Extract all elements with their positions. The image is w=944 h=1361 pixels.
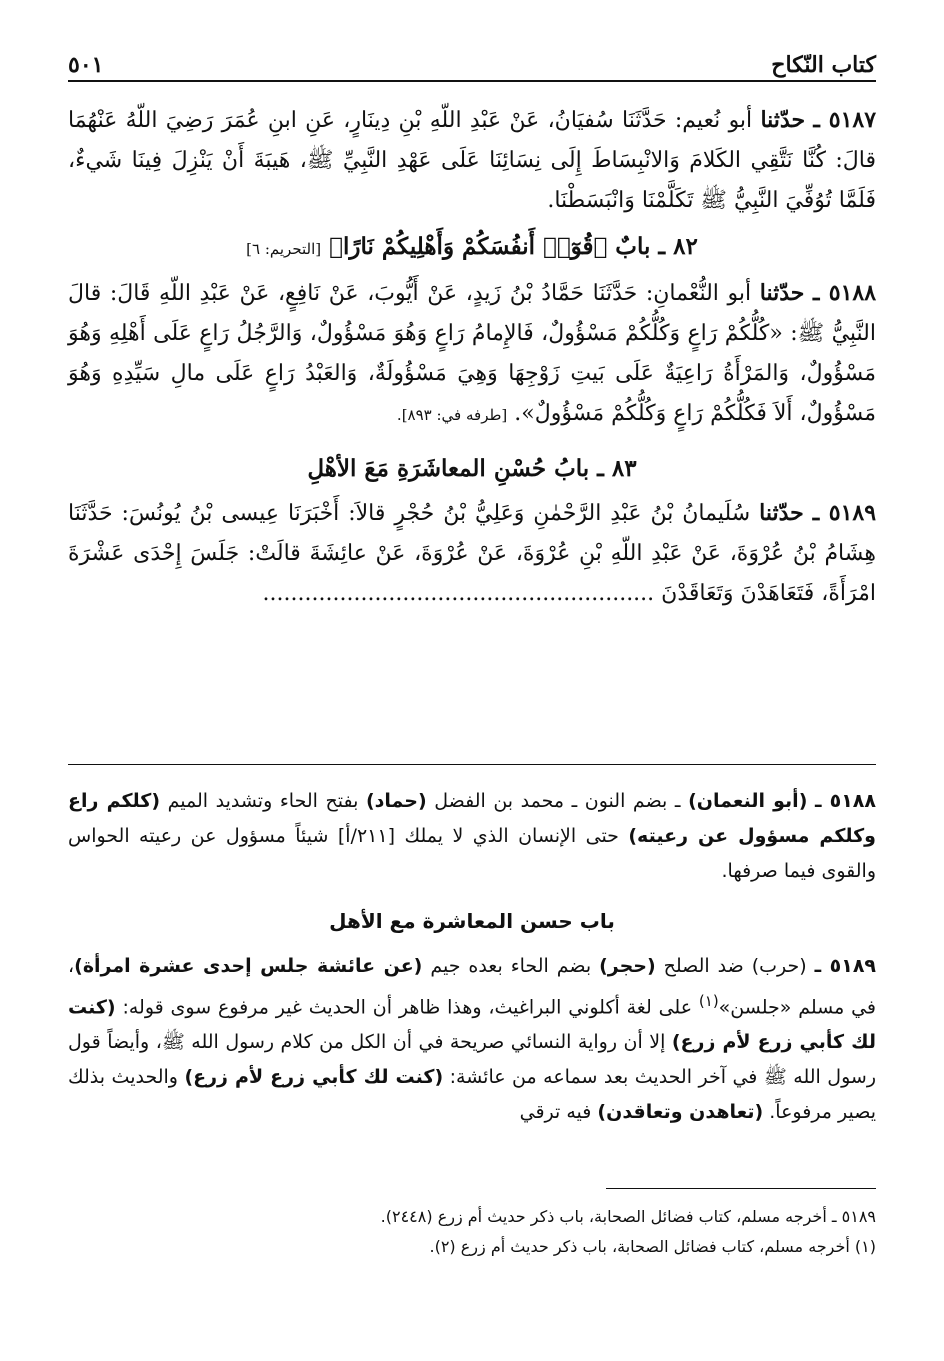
bold-term: (كنت لك كأبي زرع لأم زرع) <box>184 1066 444 1089</box>
footnote-divider <box>606 1188 876 1189</box>
commentary-text: حتى الإنسان الذي لا يملك [٢١١/أ] شيئاً مسؤول عن رعيته الحواس والقوى فيما صرفها. <box>68 825 876 882</box>
commentary-text: والحديث بذلك يصير مرفوعاً. <box>68 1066 876 1124</box>
chapter-heading-82 <box>68 227 876 269</box>
page-number: ٥٠١ <box>68 52 104 78</box>
hadith-body: أبو النُّعْمانِ: حَدَّثَنَا حَمَّادُ بْنُ زَيدٍ، عَنْ أَيُّوبَ، عَنْ نَافِعٍ، عَنْ عَبْدِ اللّهِ قَالَ: قالَ النَّبِيُّ ﷺ: «كُلُّكُمْ رَاعٍ وَكُلُّكُمْ مَسْؤُولٌ، فَالإِمامُ رَاعٍ وَهُوَ مَسْؤُولٌ، وَالرَّجُلُ رَاعٍ عَلَى أَهْلِهِ وَهُوَ مَسْؤُولٌ، وَالمَرْأَةُ رَاعِيَةٌ عَلَى بَيتِ زَوْجِهَا وَهِيَ مَسْؤُولَةٌ، وَالعَبْدُ رَاعٍ عَلَى مالِ سَيِّدِهِ وَهُوَ مَسْؤُولٌ، أَلاَ فَكُلُّكُمْ رَاعٍ وَكُلُّكُمْ مَسْؤُولٌ». <box>68 281 876 426</box>
hadith-lead: حدّثنا <box>759 500 804 526</box>
bold-term: (كنت لك كأبي زرع لأم زرع) <box>68 996 876 1054</box>
bold-term: (كلكم راع وكلكم مسؤول عن رعيته) <box>68 790 876 847</box>
commentary-chapter-heading: باب حسن المعاشرة مع الأهل <box>329 909 615 933</box>
commentary-text: إلا أن رواية النسائي صريحة في أن الكل من كلام رسول الله ﷺ، وأيضاً قول رسول الله ﷺ في آخر الحديث بعد سماعه من عائشة: <box>68 1031 877 1089</box>
page-header <box>68 38 876 82</box>
bold-term: (حجر) <box>599 955 656 977</box>
commentary-text: (حرب) ضد الصلح <box>663 955 807 977</box>
commentary-text: على لغة أكلوني البراغيث، وهذا ظاهر أن الحديث غير مرفوع سوى قوله: <box>122 996 693 1019</box>
commentary-text: ـ بضم النون ـ محمد بن الفضل <box>434 790 681 812</box>
commentary-5189 <box>68 949 876 1130</box>
bold-term: (أبو النعمان) <box>688 790 808 812</box>
commentary-number: ٥١٨٨ ـ <box>814 790 876 812</box>
hadith-body: سُلَيمانُ بْنُ عَبْدِ الرَّحْمٰنِ وَعَلِيُّ بْنُ حُجْرٍ قالاَ: أَخْبَرَنَا عِيسى بْنُ يُونُسَ: حَدَّثَنَا هِشَامُ بْنُ عُرْوَةَ، عَنْ عَبْدِ اللّهِ بْنِ عُرْوَةَ، عَنْ عُرْوَةَ، عَنْ عائِشَةَ قالَتْ: جَلَسَ إِحْدَى عَشْرَةَ امْرَأَةً، فَتَعَاهَدْنَ وَتَعَاقَدْنَ <box>68 501 876 606</box>
commentary-5188 <box>68 784 876 889</box>
chapter-title: ٨٢ ـ بابٌ ﴿قُوٓا۟ أَنفُسَكُمْ وَأَهْلِيكُمْ نَارًا﴾ <box>329 233 698 260</box>
cross-reference: [طرفه في: ٨٩٣]. <box>396 406 508 424</box>
hadith-5187 <box>68 100 876 221</box>
quran-reference: [التحريم: ٦] <box>246 240 322 258</box>
footnote-marker[interactable]: (١) <box>698 992 719 1010</box>
commentary-text: بفتح الحاء وتشديد الميم <box>167 790 359 812</box>
hadith-text <box>68 100 876 614</box>
hadith-number: ٥١٨٧ ـ <box>813 107 877 133</box>
commentary-section <box>68 784 876 1130</box>
bold-term: (عن عائشة جلس إحدى عشرة امرأة) <box>74 955 423 977</box>
chapter-heading-83 <box>68 449 876 489</box>
footnote-item: ٥١٨٩ ـ أخرجه مسلم، كتاب فضائل الصحابة، باب ذكر حديث أم زرع (٢٤٤٨). <box>380 1207 876 1226</box>
commentary-number: ٥١٨٩ ـ <box>814 955 877 977</box>
hadith-body: أبو نُعيم: حَدَّثَنَا سُفيَانُ، عَنْ عَبْدِ اللّهِ بْنِ دِينَارٍ، عَنِ ابنِ عُمَرَ رَضِيَ اللّهُ عَنْهُمَا قالَ: كُنَّا نَتَّقِي الكَلامَ وَالانْبِسَاطَ إِلَى نِسَائِنَا عَلَى عَهْدِ النَّبِيِّ ﷺ، هَيبَةَ أَنْ يَنْزِلَ فِينَا شَيءٌ، فَلَمَّا تُوُفِّيَ النَّبِيُّ ﷺ تَكَلَّمْنَا وَانْبَسَطْنَا. <box>68 108 876 213</box>
commentary-text: بضم الحاء بعده جيم <box>430 955 592 977</box>
bold-term: (تعاهدن وتعاقدن) <box>597 1101 764 1124</box>
hadith-5188 <box>68 273 876 435</box>
section-divider <box>68 764 876 765</box>
hadith-number: ٥١٨٩ ـ <box>812 500 877 526</box>
book-title: كتاب النّكاح <box>771 52 876 78</box>
hadith-5189 <box>68 493 876 614</box>
hadith-lead: حدّثنا <box>760 107 806 133</box>
hadith-number: ٥١٨٨ ـ <box>813 280 877 306</box>
footnote-item: (١) أخرجه مسلم، كتاب فضائل الصحابة، باب ذكر حديث أم زرع (٢). <box>429 1237 876 1256</box>
commentary-text: فيه ترقي <box>519 1101 592 1124</box>
footnotes <box>68 1202 876 1262</box>
commentary-text: ، في مسلم «جلسن» <box>68 955 877 1019</box>
continuation-dots: ........................................................ <box>262 581 655 606</box>
hadith-lead: حدّثنا <box>759 280 805 306</box>
chapter-title: ٨٣ ـ بابُ حُسْنِ المعاشَرَةِ مَعَ الأهْلِ <box>307 455 637 482</box>
bold-term: (حماد) <box>365 790 427 812</box>
